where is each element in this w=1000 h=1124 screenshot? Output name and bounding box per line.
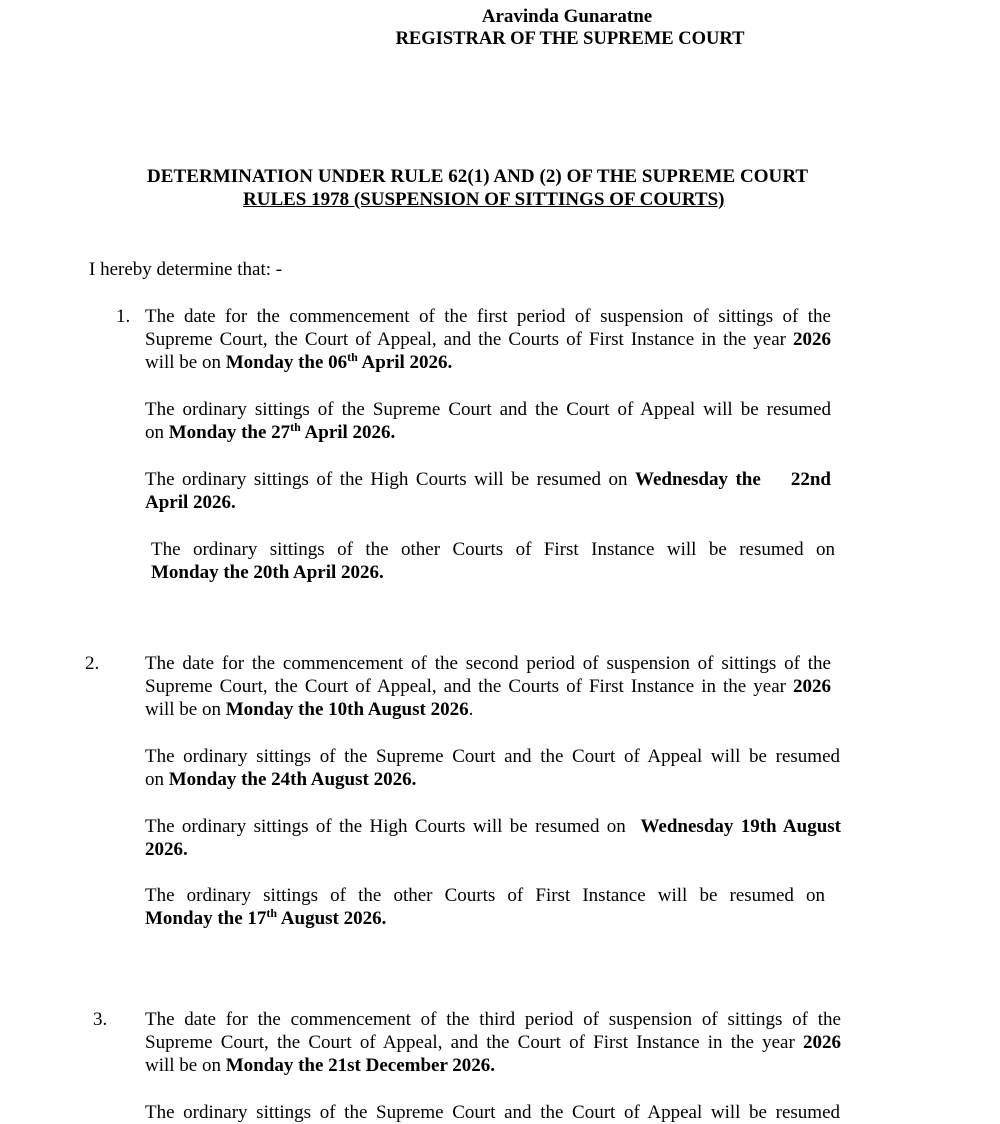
text-segment: will be on	[145, 1055, 226, 1076]
high-courts-resumption	[145, 815, 841, 861]
date-part: April 2026.	[300, 422, 396, 443]
year: 2026	[793, 676, 831, 697]
commencement-date	[226, 699, 469, 720]
commencement-paragraph	[145, 652, 831, 721]
text-line: The ordinary sittings of the Supreme Court and the Court of Appeal will be resumed	[145, 399, 831, 420]
item-number: 2.	[85, 653, 100, 674]
ordinal-suffix: th	[347, 350, 358, 364]
text-line	[145, 351, 831, 374]
ordinal-suffix: th	[290, 420, 301, 434]
date-part: Monday the 20th April 2026.	[151, 562, 384, 583]
text-segment: on	[145, 769, 169, 790]
supreme-appeal-resumption	[145, 398, 831, 444]
text-line: The ordinary sittings of the Supreme Court and the Court of Appeal will be resumed	[145, 1102, 840, 1123]
resumption-date	[169, 422, 396, 443]
text-line: The date for the commencement of the third period of suspension of sittings of the	[145, 1009, 841, 1030]
date-part: Monday the 10th August 2026	[225, 699, 469, 720]
text-line: The ordinary sittings of the Supreme Court and the Court of Appeal will be resumed	[145, 746, 840, 767]
first-instance-resumption	[145, 884, 825, 930]
ordinal-suffix: th	[266, 906, 278, 920]
text-line	[145, 468, 831, 491]
date-part: Monday the 24th August 2026.	[168, 769, 417, 790]
registrar-title: REGISTRAR OF THE SUPREME COURT	[395, 29, 745, 49]
year: 2026	[803, 1032, 841, 1053]
document-title-line-2: RULES 1978 (SUSPENSION OF SITTINGS OF COURTS)	[243, 189, 725, 210]
supreme-appeal-resumption	[145, 745, 840, 791]
text-segment: The ordinary sittings of the High Courts will be resumed on	[145, 469, 636, 490]
date-part: Monday the 17	[145, 908, 267, 929]
text-line	[145, 328, 831, 351]
text-line: The ordinary sittings of the other Courts of First Instance will be resumed on	[151, 539, 835, 560]
text-line	[145, 768, 840, 791]
commencement-date	[226, 1055, 495, 1076]
text-segment: The ordinary sittings of the High Courts will be resumed on	[145, 816, 641, 837]
resumption-date-continued: 2026.	[145, 839, 188, 860]
document-title-line-1: DETERMINATION UNDER RULE 62(1) AND (2) OF THE SUPREME COURT	[147, 166, 809, 187]
resumption-date	[151, 561, 835, 584]
text-segment: .	[468, 699, 474, 720]
high-courts-resumption	[145, 468, 831, 514]
text-line: The date for the commencement of the first period of suspension of sittings of the	[145, 306, 831, 327]
intro-statement: I hereby determine that: -	[89, 259, 283, 280]
text-line	[145, 421, 831, 444]
year: 2026	[793, 329, 831, 350]
commencement-paragraph	[145, 1008, 841, 1077]
text-line	[145, 1054, 841, 1077]
text-line: The date for the commencement of the second period of suspension of sittings of the	[145, 653, 831, 674]
supreme-appeal-resumption	[145, 1101, 840, 1124]
first-instance-resumption	[151, 538, 835, 584]
date-part: April 2026.	[357, 352, 453, 373]
commencement-date	[226, 352, 453, 373]
date-part: Monday the 27	[168, 422, 291, 443]
text-line	[145, 675, 831, 698]
text-segment: on	[145, 422, 169, 443]
text-line	[145, 1031, 841, 1054]
date-part: Monday the 21st December 2026.	[225, 1055, 496, 1076]
text-segment: Supreme Court, the Court of Appeal, and the Court of First Instance in the year	[145, 1032, 803, 1053]
resumption-date	[169, 769, 417, 790]
registrar-name: Aravinda Gunaratne	[481, 6, 653, 27]
resumption-date-continued: April 2026.	[145, 492, 236, 513]
text-line: The ordinary sittings of the other Courts of First Instance will be resumed on	[145, 885, 825, 906]
resumption-date	[145, 907, 825, 930]
text-segment: will be on	[145, 352, 226, 373]
text-line	[145, 815, 841, 838]
item-number: 3.	[93, 1009, 108, 1030]
text-segment: Supreme Court, the Court of Appeal, and the Courts of First Instance in the year	[145, 676, 793, 697]
resumption-date: Wednesday the 22nd	[635, 469, 831, 490]
text-segment: Supreme Court, the Court of Appeal, and the Courts of First Instance in the year	[145, 329, 793, 350]
text-line	[145, 698, 831, 721]
text-segment: will be on	[145, 699, 226, 720]
date-part: August 2026.	[277, 908, 387, 929]
commencement-paragraph	[145, 305, 831, 374]
date-part: Monday the 06	[225, 352, 348, 373]
item-number: 1.	[116, 306, 131, 327]
resumption-date: Wednesday 19th August	[640, 816, 841, 837]
